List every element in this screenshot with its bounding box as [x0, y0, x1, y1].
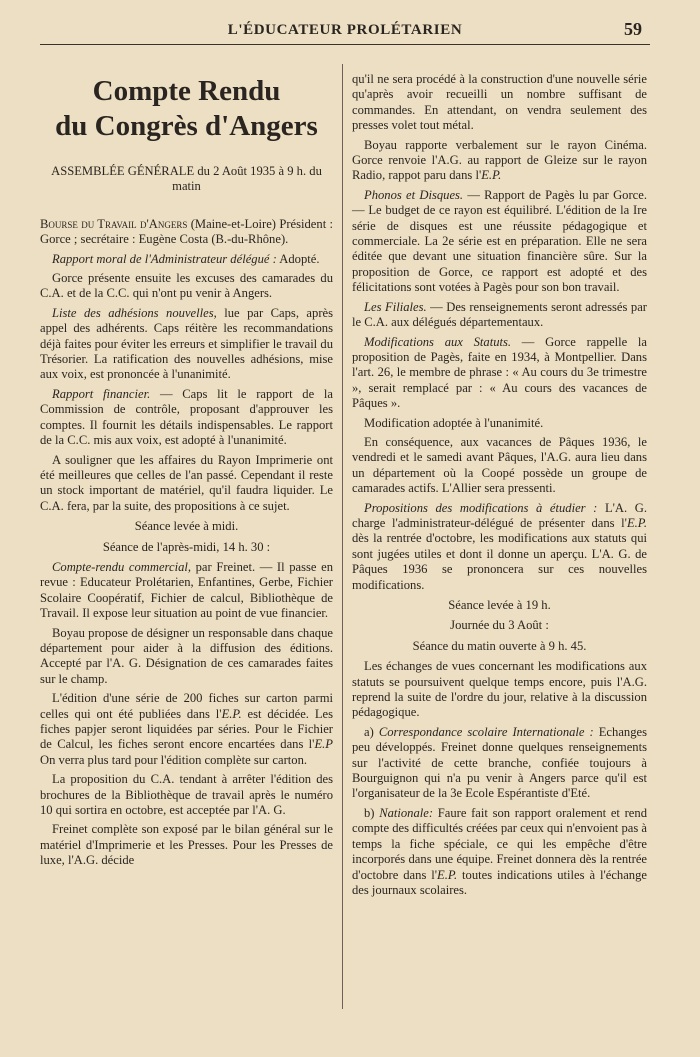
- paragraph-correspondance: [352, 725, 647, 802]
- right-column: [352, 72, 647, 902]
- left-column: [40, 72, 333, 873]
- paragraph-adhesions: [40, 306, 333, 383]
- rapport-moral-text: Adopté.: [276, 251, 320, 266]
- journee-3-aout: Journée du 3 Août :: [450, 618, 549, 633]
- seance-apres-midi: Séance de l'après-midi, 14 h. 30 :: [102, 539, 271, 554]
- correspondance-heading: Correspondance scolaire Internationale :: [378, 724, 594, 739]
- paragraph-imprimerie: A souligner que les affaires du Rayon Imprimerie ont été meilleures que celles de l'an passé. Cependant il reste un stock important de matériel, qu'il faudra liquider. Le C.A. fera, par la suite, des propositions à ce sujet.: [40, 452, 333, 513]
- rapport-financier-text: — Caps lit le rapport de la Commission de contrôle, proposant d'approuver les comptes. Il fournit les détails indispensables. Le rapport de la C.C. mis aux voix, est adopté à l'unanimité.: [40, 386, 334, 448]
- paragraph-excuses: Gorce présente ensuite les excuses des camarades du C.A. et de la C.C. qui n'ont pu venir à Angers.: [40, 271, 333, 301]
- nationale-text-a: Faure fait son rapport oralement et rend compte des difficultés créées par ceux qui n'envoient pas à temps la fiche spéciale, ce qui les empêche d'être incorporés dans une équipe. Freinet donnera dès la rentrée d'octobre dans l': [352, 805, 647, 882]
- nationale-ep: E.P.: [437, 867, 458, 882]
- fiches-text-a: L'édition d'une série de 200 fiches sur carton parmi celles qui ont été publiées dans l': [40, 691, 333, 721]
- rapport-moral-heading: Rapport moral de l'Administrateur délégué :: [52, 251, 277, 266]
- paragraph-bilan: Freinet complète son exposé par le bilan général sur le matériel d'Imprimerie et les Presses. Pour les Presses de luxe, l'A.G. décide: [40, 822, 333, 868]
- commercial-heading: Compte-rendu commercial,: [52, 559, 192, 574]
- rapport-financier-heading: Rapport financier.: [52, 386, 151, 401]
- phonos-text: — Rapport de Pagès lu par Gorce.— Le budget de ce rayon est équilibré. L'édition de la Ire série de disques est une réussite pédagogique et commerciale. La 2e série est en préparation. Elle ne sera éditée que devant une situation financière sûre. Sur la proposition de Gorce, ce rapport est adopté et des félicitations sont votées à Pagès pour son bon travail.: [352, 187, 648, 295]
- paragraph-presses: qu'il ne sera procédé à la construction d'une nouvelle série qu'après avoir recueilli un nombre suffisant de commandes. En attendant, on vendra seulement des presses volet tout métal.: [352, 72, 647, 133]
- filiales-text: — Des renseignements seront adressés par le C.A. aux délégués départementaux.: [352, 299, 647, 330]
- phonos-heading: Phonos et Disques.: [364, 187, 464, 202]
- paragraph-modification-adoptee: Modification adoptée à l'unanimité.: [364, 415, 544, 430]
- paragraph-bourse: [40, 217, 333, 248]
- paragraph-filiales: [352, 300, 647, 331]
- commercial-text: par Freinet. — Il passe en revue : Educateur Prolétarien, Enfantines, Gerbe, Fichier Scolaire Coopératif, Fichier de calcul, Bibliothèque de Travail. Il expose leur situation au point de vue financier.: [40, 559, 333, 621]
- page-number: 59: [624, 19, 642, 39]
- paragraph-compte-rendu-commercial: [40, 560, 333, 622]
- fiches-text-b: est décidée. Les fiches papjer seront liquidées par séries. Pour le Fichier de Calcul, les fiches seront encore encartées dans l': [40, 706, 333, 752]
- filiales-heading: Les Filiales.: [364, 299, 427, 314]
- fiches-ep-1: E.P.: [221, 706, 242, 721]
- paragraph-paques: En conséquence, aux vacances de Pâques 1936, le vendredi et le samedi avant Pâques, l'A.G. aura lieu dans un département où la Coopé possède un groupe de camarades actifs. L'Allier sera pressenti.: [352, 434, 647, 496]
- nationale-text-b: toutes indications utiles à l'échange des journaux scolaires.: [352, 867, 647, 897]
- adhesions-heading: Liste des adhésions nouvelles,: [52, 305, 217, 320]
- propositions-heading: Propositions des modifications à étudier :: [364, 500, 598, 515]
- statuts-text: — Gorce rappelle la proposition de Pagès, faite en 1934, à Montpellier. Dans l'art. 26, le membre de phrase : « Au cours du 3e trimestre », serait remplacé par : « Au cours des vacances de Pâques ».: [352, 334, 647, 411]
- paragraph-statuts: [352, 335, 647, 412]
- fiches-ep-2: E.P: [314, 737, 333, 752]
- seance-levee-19h: Séance levée à 19 h.: [448, 598, 551, 612]
- fiches-text-c: On verra plus tard pour l'édition complète sur carton.: [40, 752, 308, 767]
- seance-levee-midi: Séance levée à midi.: [134, 519, 239, 534]
- seance-matin: Séance du matin ouverte à 9 h. 45.: [412, 638, 587, 653]
- title-line-2: du Congrès d'Angers: [55, 110, 318, 142]
- column-divider: [342, 64, 343, 1009]
- assembly-heading: ASSEMBLÉE GÉNÉRALE du 2 Août 1935 à 9 h. du matin: [51, 164, 322, 194]
- propositions-ep: E.P.: [626, 515, 647, 530]
- nationale-marker: b): [364, 805, 380, 820]
- cinema-ep: E.P.: [481, 168, 502, 183]
- paragraph-rapport-financier: [40, 387, 333, 449]
- propositions-text-b: dès la rentrée d'octobre, les modifications aux statuts qui sont jugées utiles et dont il donne un aperçu. L'A. G. de Pâques 1936 se prononcera sur ces nouvelles modifications.: [352, 531, 647, 592]
- bourse-lead: Bourse du Travail d'Angers: [40, 216, 188, 231]
- paragraph-fiches: [40, 691, 333, 768]
- paragraph-nationale: [352, 806, 647, 898]
- statuts-heading: Modifications aux Statuts.: [364, 334, 512, 349]
- correspondance-marker: a): [364, 724, 379, 739]
- paragraph-propositions: [352, 501, 647, 593]
- bourse-text: (Maine-et-Loire) Président : Gorce ; secrétaire : Eugène Costa (B.-du-Rhône).: [40, 216, 334, 247]
- cinema-text: Boyau rapporte verbalement sur le rayon Cinéma. Gorce renvoie l'A.G. au rapport de Gleize sur le rayon Radio, rappot paru dans l': [352, 137, 647, 183]
- running-header: [40, 18, 650, 45]
- paragraph-echanges: Les échanges de vues concernant les modifications aux statuts se poursuivent quelque temps encore, puis l'A.G. reprend la suite de l'ordre du jour, relative à la discussion pédagogique.: [352, 659, 647, 720]
- correspondance-text: Echanges peu développés. Freinet donne quelques renseignements sur l'activité de cette branche, confiée toujours à Bourguignon qui n'a pu venir à Angers parce qu'il est l'organisateur de la 3e Ecole Espérantiste d'Eté.: [352, 724, 647, 801]
- paragraph-rapport-moral: [40, 252, 333, 267]
- propositions-text-a: L'A. G. charge l'administrateur-délégué de présenter dans l': [352, 500, 647, 530]
- paragraph-bibliotheque: La proposition du C.A. tendant à arrêter l'édition des brochures de la Bibliothèque de travail après le numéro 10 qui sortira en octobre, est acceptée par l'A. G.: [40, 772, 333, 818]
- paragraph-cinema: [352, 138, 647, 184]
- paragraph-boyau-responsable: Boyau propose de désigner un responsable dans chaque département pour aider à la diffusion des éditions. Accepté par l'A. G. Désignation de ces camarades faites sur le champ.: [40, 625, 333, 686]
- running-title: L'ÉDUCATEUR PROLÉTARIEN: [227, 22, 463, 38]
- nationale-heading: Nationale:: [379, 805, 434, 820]
- title-line-1: Compte Rendu: [92, 75, 281, 107]
- adhesions-text: lue par Caps, après appel des adhérents. Caps réitère les recommandations déjà faites pour éviter les erreurs et simplifier le travail du Trésorier. La ratification des nouvelles adhésions, mise aux voix, est prononcée à l'unanimité.: [40, 305, 334, 382]
- article-title: [40, 74, 333, 144]
- paragraph-phonos: [352, 188, 647, 296]
